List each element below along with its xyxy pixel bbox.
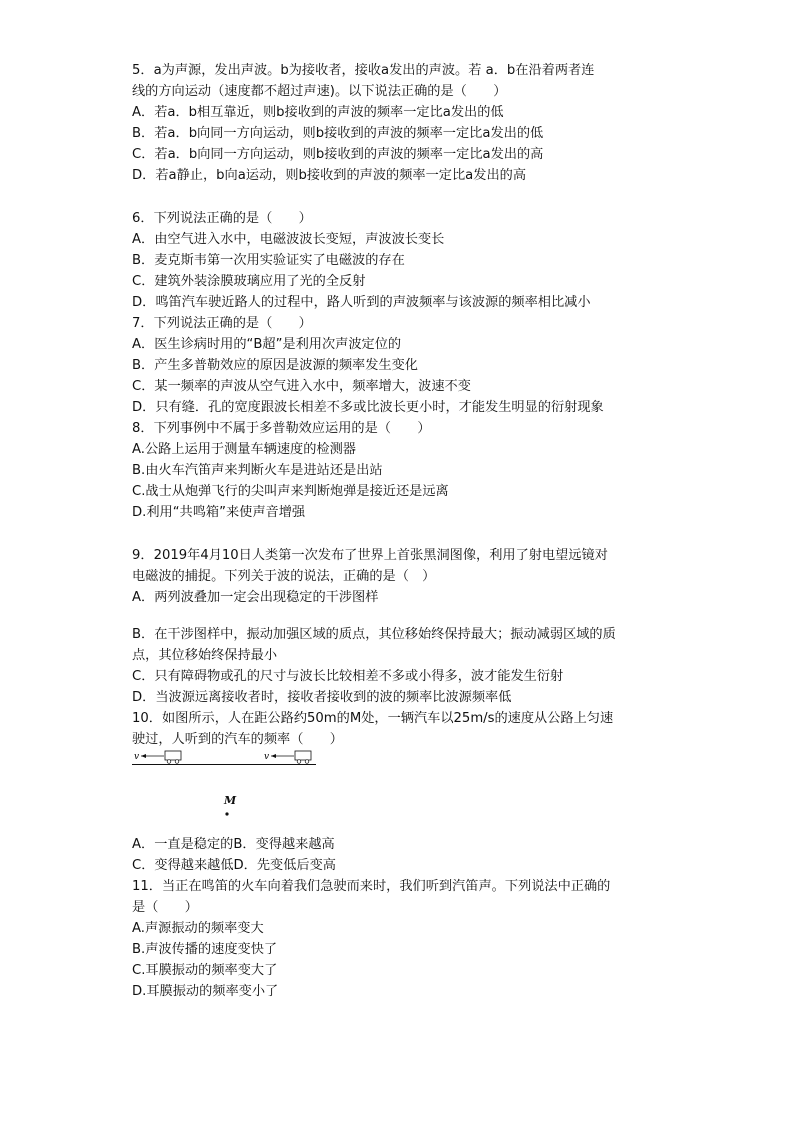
option-a: A．两列波叠加一定会出现稳定的干涉图样 [132,590,379,605]
question-5 [132,60,672,186]
option-a: A．若a．b相互靠近，则b接收到的声波的频率一定比a发出的低 [132,105,504,120]
question-6 [132,208,672,313]
question-stem: 6．下列说法正确的是（ ） [132,211,312,226]
option-d: D.耳膜振动的频率变小了 [132,984,279,999]
option-b: B．若a．b向同一方向运动，则b接收到的声波的频率一定比a发出的低 [132,126,544,141]
option-d: D．当波源远离接收者时，接收者接收到的波的频率比波源频率低 [132,690,512,705]
option-c: C．建筑外装涂膜玻璃应用了光的全反射 [132,274,366,289]
option-cd: C．变得越来越低D．先变低后变高 [132,858,336,873]
option-b: B.由火车汽笛声来判断火车是进站还是出站 [132,463,383,478]
option-ab: A．一直是稳定的B．变得越来越高 [132,837,335,852]
question-stem: 7．下列说法正确的是（ ） [132,316,312,331]
question-stem: 是（ ） [132,900,198,915]
point-m-dot [132,750,332,834]
question-8 [132,418,672,523]
question-stem: 8．下列事例中不属于多普勒效应运用的是（ ） [132,421,431,436]
question-stem: 10．如图所示，人在距公路约50m的M处，一辆汽车以25m/s的速度从公路上匀速 [132,711,614,726]
option-c: C．若a．b向同一方向运动，则b接收到的声波的频率一定比a发出的高 [132,147,544,162]
velocity-label-2: v [264,752,270,762]
option-c: C.耳膜振动的频率变大了 [132,963,278,978]
velocity-label-1: v [134,752,140,762]
road-figure [132,750,672,834]
option-d: D.利用“共鸣箱”来使声音增强 [132,505,306,520]
option-a: A.声源振动的频率变大 [132,921,264,936]
question-11 [132,876,672,1002]
question-stem: 9．2019年4月10日人类第一次发布了世界上首张黑洞图像，利用了射电望远镜对 [132,548,608,563]
point-m-label: M [224,794,237,807]
question-stem: 5．a为声源，发出声波。b为接收者，接收a发出的声波。若 a．b在沿着两者连 [132,63,595,78]
question-7 [132,313,672,418]
option-c: C.战士从炮弹飞行的尖叫声来判断炮弹是接近还是远离 [132,484,449,499]
option-c: C．某一频率的声波从空气进入水中，频率增大，波速不变 [132,379,471,394]
option-c: C．只有障碍物或孔的尺寸与波长比较相差不多或小得多，波才能发生衍射 [132,669,564,684]
question-stem: 线的方向运动（速度都不超过声速)。以下说法正确的是（ ） [132,84,507,99]
question-10 [132,708,672,876]
option-a: A.公路上运用于测量车辆速度的检测器 [132,442,356,457]
option-b: B．麦克斯韦第一次用实验证实了电磁波的存在 [132,253,405,268]
option-a: A．由空气进入水中，电磁波波长变短，声波波长变长 [132,232,445,247]
option-b: B．在干涉图样中，振动加强区域的质点，其位移始终保持最大；振动减弱区域的质 [132,627,616,642]
question-stem: 11．当正在鸣笛的火车向着我们急驶而来时，我们听到汽笛声。下列说法中正确的 [132,879,611,894]
question-stem: 电磁波的捕捉。下列关于波的说法，正确的是（ ） [132,569,436,584]
option-d: D．只有缝．孔的宽度跟波长相差不多或比波长更小时，才能发生明显的衍射现象 [132,400,604,415]
option-b-continued: 点，其位移始终保持最小 [132,648,278,663]
question-9 [132,545,672,708]
question-stem: 驶过，人听到的汽车的频率（ ） [132,732,343,747]
option-b: B.声波传播的速度变快了 [132,942,278,957]
document-page [132,60,672,1002]
option-b: B．产生多普勒效应的原因是波源的频率发生变化 [132,358,418,373]
option-d: D．鸣笛汽车驶近路人的过程中，路人听到的声波频率与该波源的频率相比减小 [132,295,591,310]
option-d: D．若a静止，b向a运动，则b接收到的声波的频率一定比a发出的高 [132,168,527,183]
option-a: A．医生诊病时用的“B超”是利用次声波定位的 [132,337,402,352]
